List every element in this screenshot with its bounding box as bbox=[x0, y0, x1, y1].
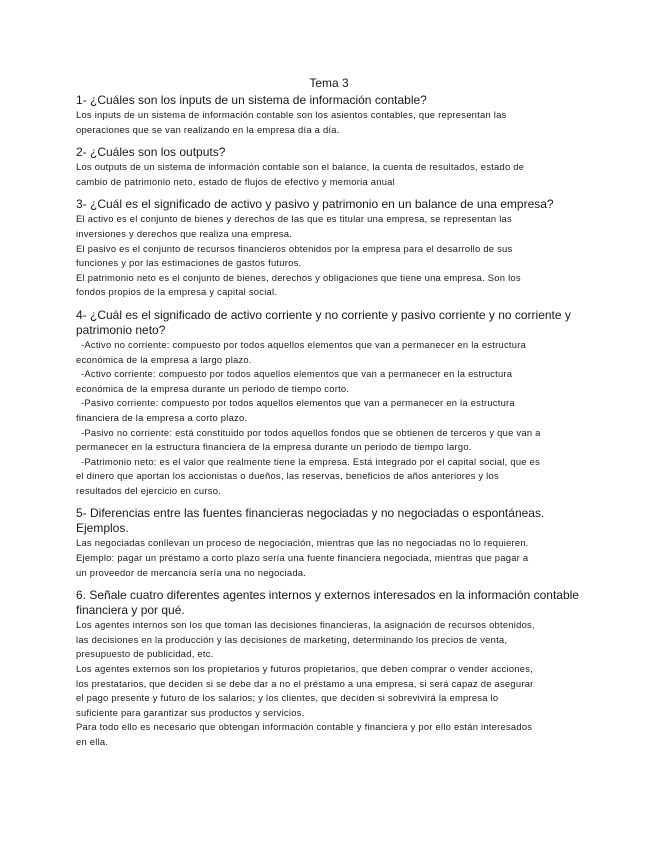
answer-line: Para todo ello es necesario que obtengan información contable y financiera y por ello están interesados bbox=[76, 721, 533, 733]
answer-line: inversiones y derechos que realiza una empresa. bbox=[76, 227, 293, 239]
answer-line: -Pasivo no corriente: está constituido por todos aquellos fondos que se obtienen de terceros y que van a bbox=[81, 426, 541, 438]
question-4-line: patrimonio neto? bbox=[76, 322, 166, 337]
answer-line: económica de la empresa durante un periodo de tiempo corto. bbox=[76, 382, 350, 394]
answer-line: -Activo corriente: compuesto por todos aquellos elementos que van a permanecer en la estructura bbox=[81, 368, 513, 380]
question-2: 2- ¿Cuáles son los outputs? bbox=[76, 145, 226, 160]
answer-line: en ella. bbox=[76, 736, 109, 747]
answer-line: Los outputs de un sistema de información contable son el balance, la cuenta de resultados, estado de bbox=[76, 161, 525, 173]
document-title: Tema 3 bbox=[309, 76, 349, 90]
answer-line: el pago presente y futuro de los salarios; y los clientes, que deciden si sobrevivirá la empresa lo bbox=[76, 692, 499, 704]
answer-line: operaciones que se van realizando en la empresa día a día. bbox=[76, 123, 340, 135]
answer-line: -Patrimonio neto: es el valor que realmente tiene la empresa. Está integrado por el capital social, que es bbox=[81, 455, 541, 467]
section-4 bbox=[76, 308, 582, 499]
answer-line: -Pasivo corriente: compuesto por todos aquellos elementos que van a permanecer en la estructura bbox=[81, 397, 515, 409]
answer-line: financiera de la empresa a corto plazo. bbox=[76, 411, 248, 423]
answer-line: Las negociadas conllevan un proceso de negociación, mientras que las no negociadas no lo requieren. bbox=[76, 537, 529, 549]
question-4-line: 4- ¿Cuál es el significado de activo corriente y no corriente y pasivo corriente y no corriente y bbox=[76, 307, 571, 322]
answer-line: funciones y por las estimaciones de gastos futuros. bbox=[76, 257, 302, 269]
question-5-line: 5- Diferencias entre las fuentes financieras negociadas y no negociadas o espontáneas. bbox=[76, 506, 545, 521]
answer-line: El patrimonio neto es el conjunto de bienes, derechos y obligaciones que tiene una empresa. Son los bbox=[76, 271, 521, 283]
section-3 bbox=[76, 197, 582, 300]
question-6-line: financiera y por qué. bbox=[76, 603, 185, 618]
answer-line: Ejemplo: pagar un préstamo a corto plazo sería una fuente financiera negociada, mientras que pagar a bbox=[76, 552, 529, 564]
answer-line: Los agentes externos son los propietarios y futuros propietarios, que deben comprar o vender acciones, bbox=[76, 663, 534, 675]
answer-line: permanecer en la estructura financiera de la empresa durante un periodo de tiempo largo. bbox=[76, 441, 472, 453]
answer-line: Los inputs de un sistema de información contable son los asientos contables, que representan las bbox=[76, 109, 507, 120]
answer-line: suficiente para garantizar sus productos y servicios. bbox=[76, 706, 305, 718]
question-3: 3- ¿Cuál es el significado de activo y pasivo y patrimonio en un balance de una empresa? bbox=[76, 197, 554, 212]
document-page bbox=[76, 76, 582, 758]
answer-line: cambio de patrimonio neto, estado de flujos de efectivo y memoria anual bbox=[76, 175, 395, 187]
answer-line: un proveedor de mercancía sería una no negociada. bbox=[76, 566, 307, 578]
answer-line: las decisiones en la producción y las decisiones de marketing, determinando los precios de venta, bbox=[76, 633, 508, 645]
answer-line: resultados del ejercicio en curso. bbox=[76, 484, 222, 496]
section-6 bbox=[76, 588, 582, 749]
answer-line: los prestatarios, que deciden si se debe dar a no el préstamo a una empresa, si será capaz de asegurar bbox=[76, 677, 534, 689]
answer-line: El pasivo es el conjunto de recursos financieros obtenidos por la empresa para el desarrollo de sus bbox=[76, 242, 513, 254]
section-2 bbox=[76, 145, 582, 189]
question-5-line: Ejemplos. bbox=[76, 521, 129, 536]
section-1 bbox=[76, 93, 582, 137]
question-6-line: 6. Señale cuatro diferentes agentes internos y externos interesados en la información contable bbox=[76, 588, 579, 603]
question-1: 1- ¿Cuáles son los inputs de un sistema de información contable? bbox=[76, 93, 427, 107]
answer-line: el dinero que aportan los accionistas o dueños, las reservas, beneficios de años anteriores y los bbox=[76, 470, 499, 482]
section-5 bbox=[76, 506, 582, 580]
answer-line: fondos propios de la empresa y capital social. bbox=[76, 286, 278, 298]
answer-line: presupuesto de publicidad, etc. bbox=[76, 648, 214, 660]
answer-line: -Activo no corriente: compuesto por todos aquellos elementos que van a permanecer en la estructura bbox=[81, 338, 527, 350]
answer-line: El activo es el conjunto de bienes y derechos de las que es titular una empresa, se representan las bbox=[76, 213, 512, 225]
answer-line: económica de la empresa a largo plazo. bbox=[76, 353, 252, 365]
answer-line: Los agentes internos son los que toman las decisiones financieras, la asignación de recursos obtenidos, bbox=[76, 619, 535, 631]
